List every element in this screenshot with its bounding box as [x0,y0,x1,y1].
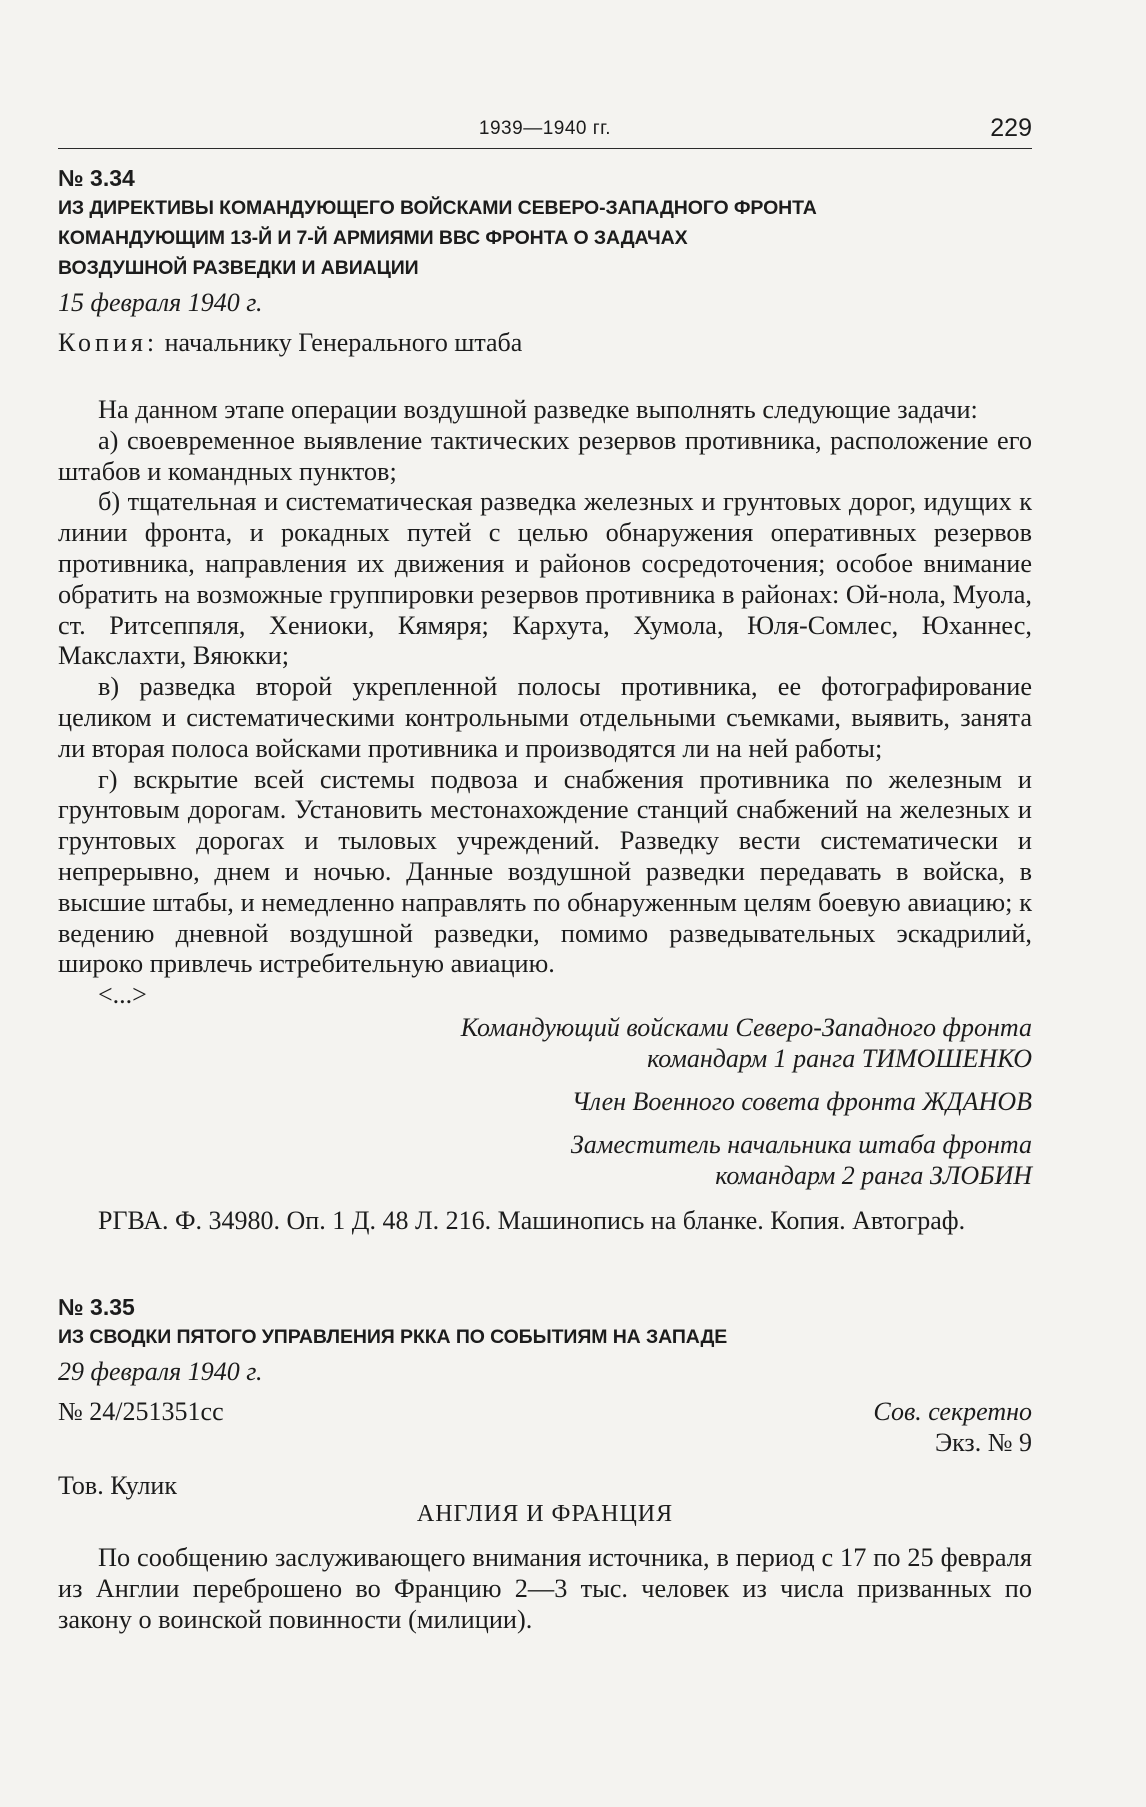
running-head-years: 1939—1940 гг. [478,118,612,139]
paragraph: а) своевременное выявление тактических резервов противника, расположение его штабов и командных пунктов; [58,425,1032,486]
copy-label: Копия: [58,328,159,357]
copy-recipient: начальнику Генерального штаба [164,328,523,357]
registration-row [58,1396,1032,1427]
addressee-row [58,1470,1032,1501]
registration-number: № 24/251351сс [58,1397,224,1427]
document-3-34 [58,163,1032,1236]
signature-line: командарм 1 ранга ТИМОШЕНКО [647,1044,1032,1074]
paragraph: г) вскрытие всей системы подвоза и снабжения противника по железным и грунтовым дорогам. Установить местонахождение станций снабжений на железных и грунтовых дорогах и тыловых учреждений. Разведку вести систематически и непрерывно, днем и ночью. Данные воздушной разведки передавать в войска, в высшие штабы, и немедленно направлять по обнаруженным целям боевую авиацию; к ведению дневной воздушной разведки, помимо разведывательных эскадрилий, широко привлечь истребительную авиацию. [58,764,1032,979]
signature-block [58,1129,1032,1191]
title-line: ВОЗДУШНОЙ РАЗВЕДКИ И АВИАЦИИ [58,257,419,279]
signature-line: Член Военного совета фронта ЖДАНОВ [571,1087,1032,1117]
archive-reference: РГВА. Ф. 34980. Оп. 1 Д. 48 Л. 216. Машинопись на бланке. Копия. Автограф. [98,1206,966,1236]
signature-line: Заместитель начальника штаба фронта [570,1130,1032,1160]
signature-line: Командующий войсками Северо-Западного фронта [460,1013,1032,1043]
paragraph: б) тщательная и систематическая разведка железных и грунтовых дорог, идущих к линии фронта, и рокадных путей с целью обнаружения оперативных резервов противника, направления их движения и районов сосредоточения; особое внимание обратить на возможные группировки резервов противника в районах: Ой-нола, Муола, ст. Ритсеппяля, Хениоки, Кямяря; Кархута, Хумола, Юля-Сомлес, Юханнес, Макслахти, Вяюкки; [58,487,1032,671]
omission-mark: <...> [98,980,147,1010]
signature-block [58,1086,1032,1117]
paragraph: в) разведка второй укрепленной полосы противника, ее фотографирование целиком и систематическими контрольными отдельными съемками, выявить, занята ли вторая полоса войсками противника и производятся ли на ней работы; [58,672,1032,763]
document-number: № 3.34 [58,165,135,191]
copy-line [58,325,1032,361]
document-body [58,395,1032,980]
copy-number: Экз. № 9 [934,1428,1032,1458]
signature-line: командарм 2 ранга ЗЛОБИН [715,1161,1032,1191]
section-heading-row [58,1501,1032,1529]
document-date: 15 февраля 1940 г. [58,288,263,317]
title-line: КОМАНДУЮЩИМ 13-Й И 7-Й АРМИЯМИ ВВС ФРОНТА О ЗАДАЧАХ [58,227,688,249]
signature-block [58,1012,1032,1074]
document-title [58,193,1032,283]
paragraph: По сообщению заслуживающего внимания источника, в период с 17 по 25 февраля из Англии переброшено во Францию 2—3 тыс. человек из числа призванных по закону о воинской повинности (милиции). [58,1543,1032,1634]
document-number: № 3.35 [58,1294,135,1321]
section-heading: АНГЛИЯ И ФРАНЦИЯ [416,1501,674,1528]
title-line: ИЗ ДИРЕКТИВЫ КОМАНДУЮЩЕГО ВОЙСКАМИ СЕВЕРО-ЗАПАДНОГО ФРОНТА [58,197,817,219]
document-body [58,1543,1032,1635]
addressee: Тов. Кулик [58,1471,177,1501]
running-head [58,114,1032,149]
classification: Сов. секретно [873,1397,1032,1427]
page-number: 229 [990,114,1032,142]
paragraph: На данном этапе операции воздушной разведке выполнять следующие задачи: [98,395,978,424]
document-title: ИЗ СВОДКИ ПЯТОГО УПРАВЛЕНИЯ РККА ПО СОБЫТИЯМ НА ЗАПАДЕ [58,1326,728,1349]
document-3-35 [58,1292,1032,1635]
document-date: 29 февраля 1940 г. [58,1357,263,1387]
document-page [58,114,1032,1636]
signatures [58,1012,1032,1191]
